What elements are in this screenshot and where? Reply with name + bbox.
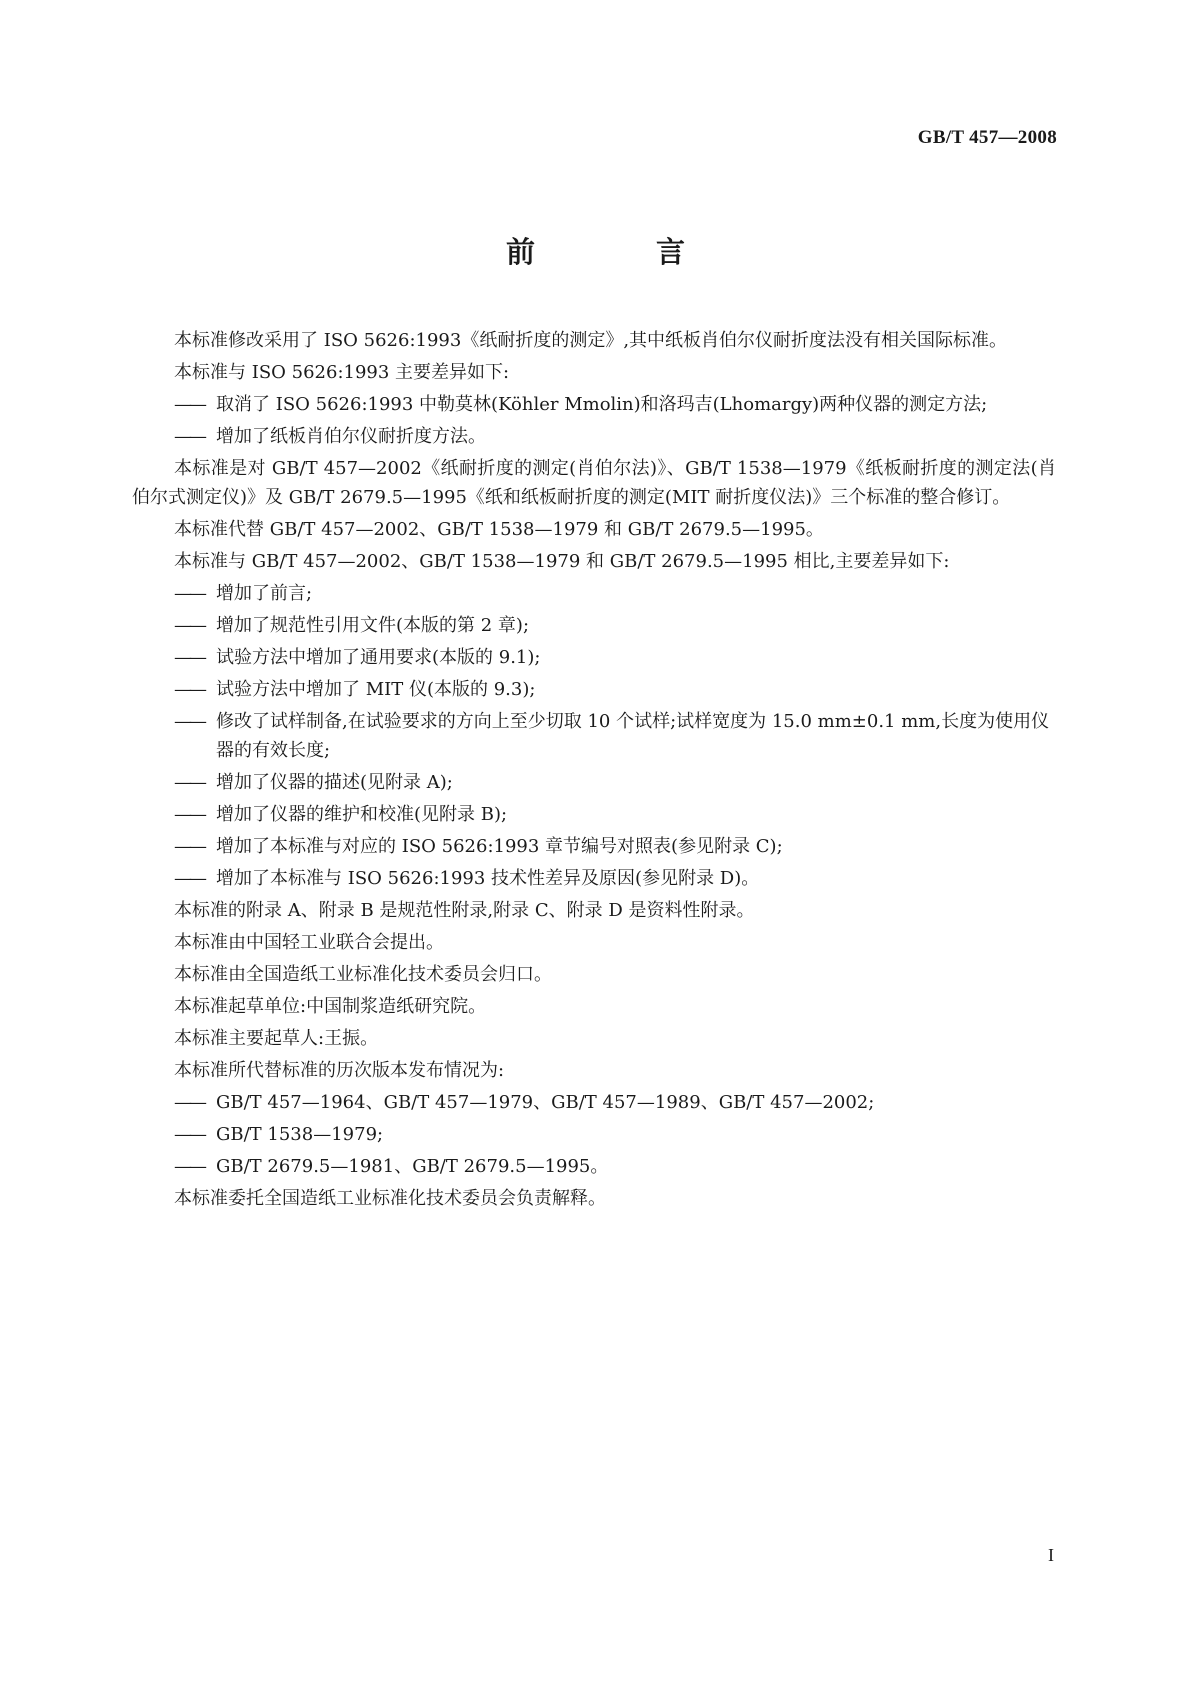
list-item-text: 增加了纸板肖伯尔仪耐折度方法。 [216,426,486,447]
dash-list-item [132,768,1056,797]
paragraph: 本标准的附录 A、附录 B 是规范性附录,附录 C、附录 D 是资料性附录。 [174,900,755,921]
dash-list-item [132,707,1056,765]
list-item-text: 增加了仪器的描述(见附录 A); [216,772,453,793]
dash-list-item [132,1088,1056,1117]
list-dash-marker: —— [174,711,204,732]
list-item-text: GB/T 457—1964、GB/T 457—1979、GB/T 457—1989、GB/T 457—2002; [216,1092,875,1113]
dash-list-item [132,675,1056,704]
list-item-text: GB/T 2679.5—1981、GB/T 2679.5—1995。 [216,1156,609,1177]
paragraph: 本标准起草单位:中国制浆造纸研究院。 [174,996,487,1017]
list-item-text: GB/T 1538—1979; [216,1124,384,1145]
paragraph: 本标准修改采用了 ISO 5626:1993《纸耐折度的测定》,其中纸板肖伯尔仪耐折度法没有相关国际标准。 [174,330,1008,351]
list-dash-marker: —— [174,868,204,889]
list-item-text: 增加了规范性引用文件(本版的第 2 章); [216,615,530,636]
dash-list-item [132,832,1056,861]
list-dash-marker: —— [174,1124,204,1145]
paragraph: 本标准是对 GB/T 457—2002《纸耐折度的测定(肖伯尔法)》、GB/T 1538—1979《纸板耐折度的测定法(肖伯尔式测定仪)》及 GB/T 2679.5—1995《纸和纸板耐折度的测定(MIT 耐折度仪法)》三个标准的整合修订。 [132,458,1056,508]
list-dash-marker: —— [174,583,204,604]
list-dash-marker: —— [174,836,204,857]
list-dash-marker: —— [174,679,204,700]
document-body [132,326,1056,1216]
list-item-text: 增加了前言; [216,583,313,604]
paragraph: 本标准所代替标准的历次版本发布情况为: [174,1060,505,1081]
paragraph: 本标准委托全国造纸工业标准化技术委员会负责解释。 [174,1188,606,1209]
paragraph: 本标准与 GB/T 457—2002、GB/T 1538—1979 和 GB/T 2679.5—1995 相比,主要差异如下: [174,551,950,572]
page-title: 前 言 [505,235,731,269]
list-dash-marker: —— [174,647,204,668]
list-item-text: 增加了本标准与 ISO 5626:1993 技术性差异及原因(参见附录 D)。 [216,868,760,889]
list-item-text: 增加了本标准与对应的 ISO 5626:1993 章节编号对照表(参见附录 C); [216,836,783,857]
list-dash-marker: —— [174,1092,204,1113]
dash-list-item [132,1120,1056,1149]
page-number: I [1048,1545,1054,1565]
dash-list-item [132,864,1056,893]
list-item-text: 试验方法中增加了通用要求(本版的 9.1); [216,647,541,668]
paragraph: 本标准代替 GB/T 457—2002、GB/T 1538—1979 和 GB/T 2679.5—1995。 [174,519,824,540]
dash-list-item [132,611,1056,640]
paragraph: 本标准主要起草人:王振。 [174,1028,379,1049]
dash-list-item [132,800,1056,829]
list-item-text: 修改了试样制备,在试验要求的方向上至少切取 10 个试样;试样宽度为 15.0 mm±0.1 mm,长度为使用仪器的有效长度; [216,711,1050,761]
list-item-text: 增加了仪器的维护和校准(见附录 B); [216,804,508,825]
dash-list-item [132,643,1056,672]
list-dash-marker: —— [174,426,204,447]
dash-list-item [132,422,1056,451]
list-dash-marker: —— [174,772,204,793]
dash-list-item [132,390,1056,419]
paragraph: 本标准由中国轻工业联合会提出。 [174,932,444,953]
paragraph: 本标准与 ISO 5626:1993 主要差异如下: [174,362,510,383]
dash-list-item [132,1152,1056,1181]
paragraph: 本标准由全国造纸工业标准化技术委员会归口。 [174,964,552,985]
list-dash-marker: —— [174,394,204,415]
list-dash-marker: —— [174,615,204,636]
list-dash-marker: —— [174,1156,204,1177]
list-item-text: 取消了 ISO 5626:1993 中勒莫林(Köhler Mmolin)和洛玛吉(Lhomargy)两种仪器的测定方法; [216,394,988,415]
list-item-text: 试验方法中增加了 MIT 仪(本版的 9.3); [216,679,536,700]
standard-code: GB/T 457—2008 [917,127,1057,148]
dash-list-item [132,579,1056,608]
list-dash-marker: —— [174,804,204,825]
